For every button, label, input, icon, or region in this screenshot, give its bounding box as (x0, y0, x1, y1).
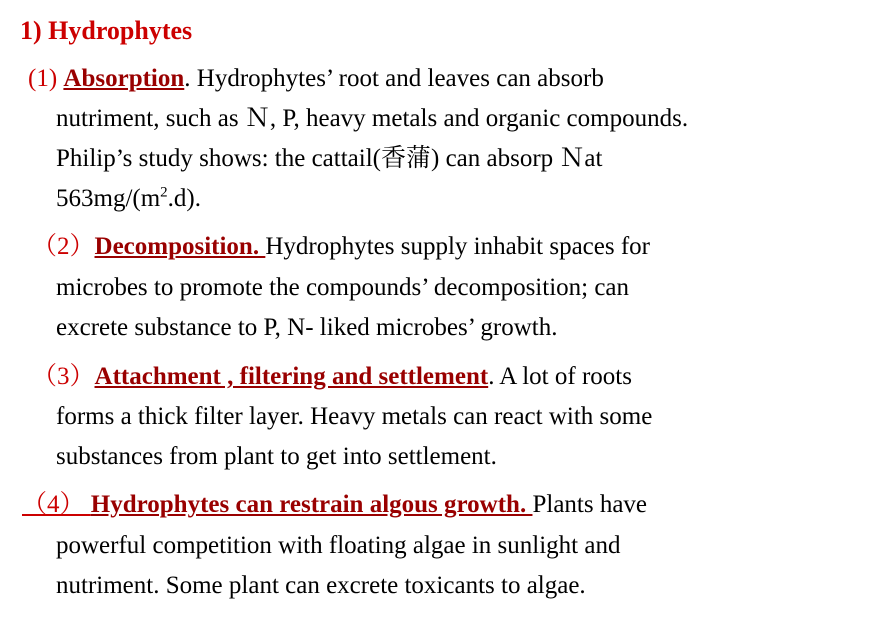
item-1-line-2: nutriment, such as Ｎ, P, heavy metals and organic compounds. (56, 105, 689, 132)
superscript: 2 (160, 184, 168, 201)
item-1-heading: Absorption (63, 65, 185, 92)
page-title: 1) Hydrophytes (20, 16, 193, 45)
item-4-heading: Hydrophytes can restrain algous growth. (90, 491, 533, 518)
item-3-number: （3） (32, 363, 95, 390)
item-1-first-line (28, 64, 604, 94)
item-1-lead: . Hydrophytes’ root and leaves can absorb (184, 65, 604, 92)
item-3-heading: Attachment , filtering and settlement (94, 363, 489, 390)
item-3-lead: . A lot of roots (488, 363, 632, 390)
item-4-line-3: nutriment. Some plant can excrete toxicants to algae. (56, 572, 586, 599)
item-2-first-line (32, 232, 650, 262)
item-1-number: (1) (28, 65, 64, 92)
item-2-heading: Decomposition. (94, 233, 266, 260)
item-4-lead: Plants have (532, 491, 648, 518)
item-1-line-3: Philip’s study shows: the cattail(香蒲) can absorp Ｎat (56, 145, 603, 172)
item-2-line-3: excrete substance to P, N- liked microbes’ growth. (56, 314, 558, 341)
item-2-line-2: microbes to promote the compounds’ decomposition; can (56, 274, 630, 301)
item-3-first-line (32, 362, 632, 392)
item-1-line-4: $563mg/(m^2.d)$. (56, 184, 201, 212)
item-4-number: （4） (22, 491, 91, 518)
item-4-line-2: powerful competition with floating algae in sunlight and (56, 532, 621, 559)
item-3-line-2: forms a thick filter layer. Heavy metals can react with some (56, 403, 653, 430)
item-3-line-3: substances from plant to get into settlement. (56, 443, 497, 470)
item-2-number: （2） (32, 233, 95, 260)
item-2-lead: Hydrophytes supply inhabit spaces for (265, 233, 650, 260)
item-4-first-line (22, 490, 647, 520)
